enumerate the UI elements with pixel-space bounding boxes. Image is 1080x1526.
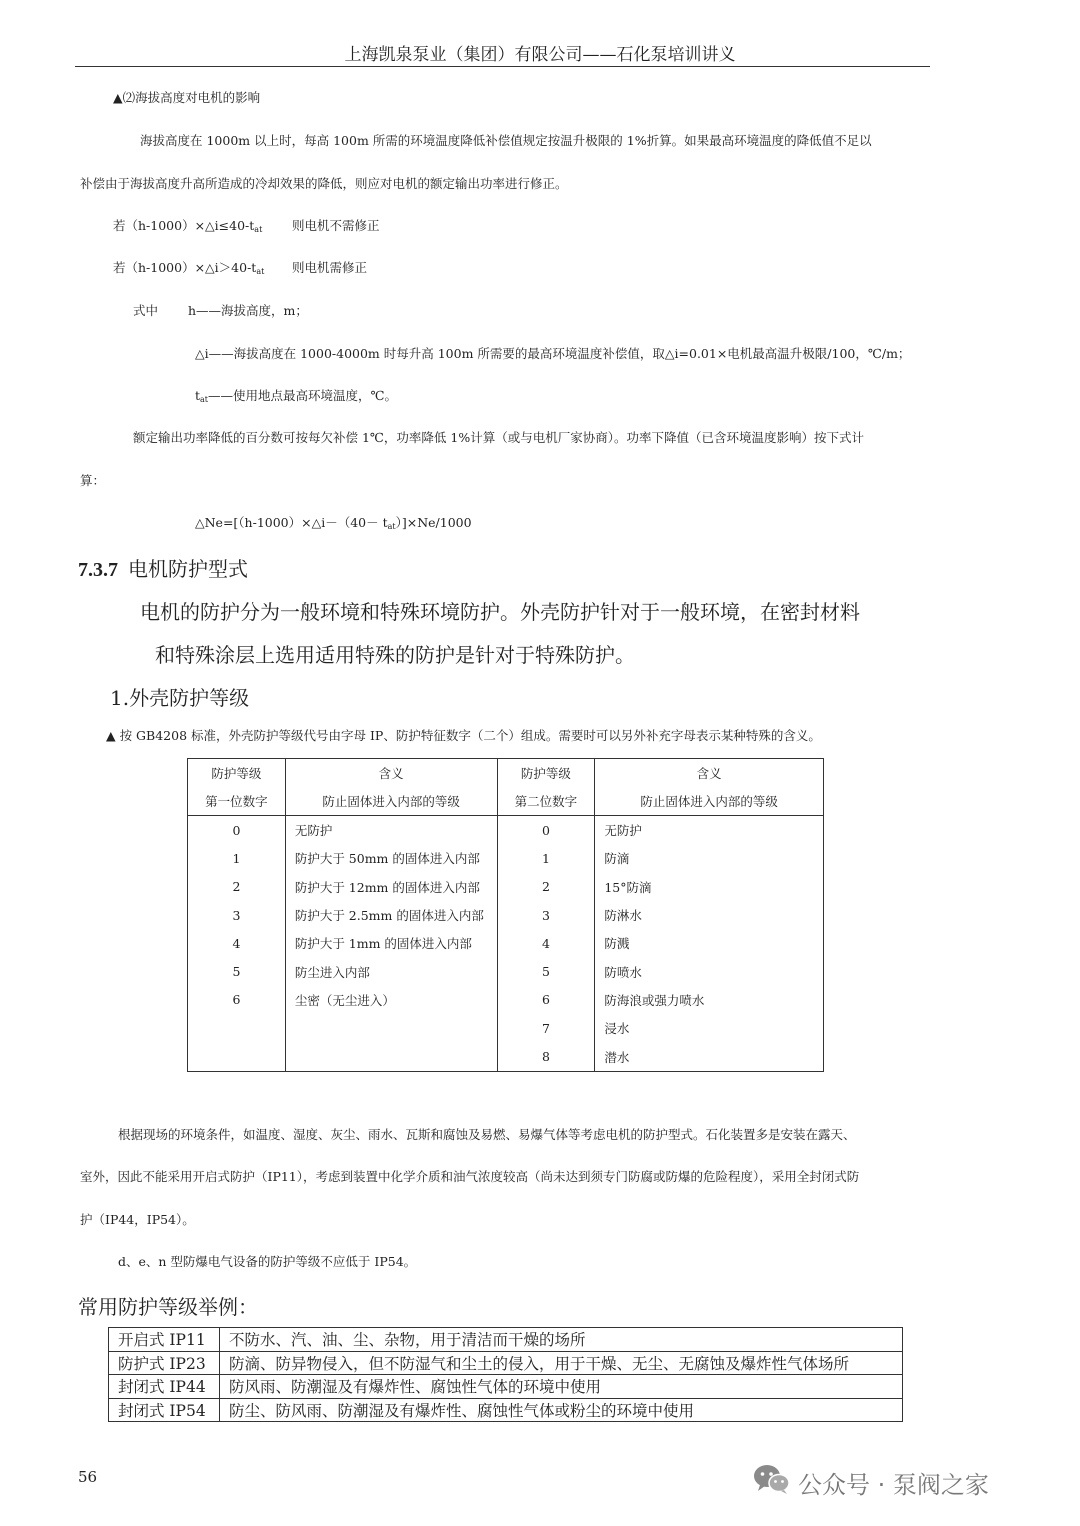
altitude-para3: 额定输出功率降低的百分数可按每欠补偿 1℃，功率降低 1%计算（或与电机厂家协商）。功率下降值（已含环境温度影响）按下式计: [133, 430, 864, 445]
ip-header-cell: 第一位数字: [188, 787, 286, 816]
section-line1: 电机的防护分为一般环境和特殊环境防护。外壳防护针对于一般环境，在密封材料: [140, 600, 860, 624]
section-line2: 和特殊涂层上选用适用特殊的防护是针对于特殊防护。: [155, 643, 635, 667]
second-digit-cell: 5: [497, 957, 595, 985]
altitude-para1: 海拔高度在 1000m 以上时，每高 100m 所需的环境温度降低补偿值规定按温升极限的 1%折算。如果最高环境温度的降低值不足以: [140, 133, 872, 148]
formula-part-a: △Ne=[（h-1000）×△i－（40－ t: [195, 515, 388, 530]
second-digit-cell: 7: [497, 1014, 595, 1042]
second-digit-cell: 4: [497, 929, 595, 957]
formula-sub: at: [387, 522, 396, 531]
second-meaning-cell: 防溅: [595, 929, 824, 957]
example-type-cell: 开启式 IP11: [109, 1328, 220, 1352]
table-row: [109, 1398, 903, 1422]
table-row: [188, 1042, 824, 1071]
first-meaning-cell: 防护大于 12mm 的固体进入内部: [285, 873, 497, 901]
definition-tat-t: t: [195, 388, 201, 403]
first-digit-cell: 1: [188, 844, 286, 872]
example-desc-cell: 不防水、汽、油、尘、杂物，用于清洁而干燥的场所: [220, 1328, 903, 1352]
table-row: [109, 1328, 903, 1352]
condition-2-sub: at: [256, 267, 265, 276]
second-digit-cell: 0: [497, 816, 595, 845]
second-digit-cell: 1: [497, 844, 595, 872]
table-row: [188, 816, 824, 845]
examples-table: [108, 1327, 903, 1422]
header-rule: [75, 66, 930, 67]
ip-table-header-row-2: [188, 787, 824, 816]
first-digit-cell: 5: [188, 957, 286, 985]
example-desc-cell: 防风雨、防潮湿及有爆炸性、腐蚀性气体的环境中使用: [220, 1375, 903, 1399]
table-row: [188, 986, 824, 1014]
example-desc-cell: 防滴、防异物侵入，但不防湿气和尘土的侵入，用于干燥、无尘、无腐蚀及爆炸性气体场所: [220, 1351, 903, 1375]
second-meaning-cell: 浸水: [595, 1014, 824, 1042]
second-meaning-cell: 防喷水: [595, 957, 824, 985]
first-meaning-cell: 防护大于 50mm 的固体进入内部: [285, 844, 497, 872]
second-meaning-cell: 防海浪或强力喷水: [595, 986, 824, 1014]
first-digit-cell: [188, 1014, 286, 1042]
second-digit-cell: 3: [497, 901, 595, 929]
condition-1: [113, 216, 262, 240]
ip-header-cell: 防护等级: [188, 759, 286, 788]
first-meaning-cell: 防护大于 1mm 的固体进入内部: [285, 929, 497, 957]
formula: [195, 513, 472, 537]
definition-tat-rest: ——使用地点最高环境温度，℃。: [208, 388, 397, 403]
where-label: 式中: [133, 303, 159, 318]
condition-2-result: 则电机需修正: [292, 260, 368, 275]
definition-tat: [195, 386, 397, 410]
first-meaning-cell: 尘密（无尘进入）: [285, 986, 497, 1014]
second-meaning-cell: 防滴: [595, 844, 824, 872]
table-row: [109, 1351, 903, 1375]
first-meaning-cell: [285, 1014, 497, 1042]
env-para2: 室外，因此不能采用开启式防护（IP11），考虑到装置中化学介质和油气浓度较高（尚未达到须专门防腐或防爆的危险程度），采用全封闭式防: [80, 1169, 860, 1184]
definition-h: h——海拔高度，m；: [188, 303, 308, 318]
first-digit-cell: 2: [188, 873, 286, 901]
table-row: [188, 901, 824, 929]
first-digit-cell: 0: [188, 816, 286, 845]
ip-header-cell: 含义: [285, 759, 497, 788]
altitude-para2: 补偿由于海拔高度升高所造成的冷却效果的降低，则应对电机的额定输出功率进行修正。: [80, 176, 568, 191]
table-row: [188, 929, 824, 957]
section-heading: [78, 553, 248, 582]
second-meaning-cell: 潜水: [595, 1042, 824, 1071]
first-digit-cell: [188, 1042, 286, 1071]
definition-tat-sub: at: [200, 395, 209, 404]
ip-header-cell: 防护等级: [497, 759, 595, 788]
table-row: [188, 1014, 824, 1042]
page-header: 上海凯泉泵业（集团）有限公司——石化泵培训讲义: [344, 45, 736, 65]
wechat-icon: [752, 1462, 792, 1500]
ip-header-cell: 防止固体进入内部的等级: [285, 787, 497, 816]
ip-header-cell: 含义: [595, 759, 824, 788]
subsection-title: 1.外壳防护等级: [110, 686, 250, 710]
env-para3: 护（IP44，IP54）。: [80, 1212, 195, 1227]
table-row: [188, 844, 824, 872]
examples-title: 常用防护等级举例：: [78, 1295, 258, 1319]
first-meaning-cell: 防尘进入内部: [285, 957, 497, 985]
example-type-cell: 封闭式 IP44: [109, 1375, 220, 1399]
gb4208-note: ▲ 按 GB4208 标准，外壳防护等级代号由字母 IP、防护特征数字（二个）组成。需要时可以另外补充字母表示某种特殊的含义。: [106, 728, 821, 743]
second-digit-cell: 6: [497, 986, 595, 1014]
altitude-para3b: 算：: [80, 473, 106, 488]
env-para1: 根据现场的环境条件，如温度、湿度、灰尘、雨水、瓦斯和腐蚀及易燃、易爆气体等考虑电机的防护型式。石化装置多是安装在露天、: [118, 1127, 856, 1142]
first-digit-cell: 3: [188, 901, 286, 929]
table-row: [188, 957, 824, 985]
first-meaning-cell: [285, 1042, 497, 1071]
second-meaning-cell: 15°防滴: [595, 873, 824, 901]
altitude-heading: ▲⑵海拔高度对电机的影响: [113, 90, 261, 105]
watermark-text: 公众号 · 泵阀之家: [798, 1471, 989, 1499]
condition-1-text: 若（h-1000）×△i≤40-t: [113, 218, 255, 233]
table-row: [109, 1375, 903, 1399]
ip-header-cell: 防止固体进入内部的等级: [595, 787, 824, 816]
table-row: [188, 873, 824, 901]
first-digit-cell: 4: [188, 929, 286, 957]
second-meaning-cell: 无防护: [595, 816, 824, 845]
definition-delta: △i——海拔高度在 1000-4000m 时每升高 100m 所需要的最高环境温度补偿值，取△i=0.01×电机最高温升极限/100，℃/m；: [195, 346, 911, 361]
condition-1-sub: at: [254, 225, 263, 234]
formula-part-b: ）]×Ne/1000: [395, 515, 472, 530]
condition-2: [113, 258, 264, 282]
example-type-cell: 防护式 IP23: [109, 1351, 220, 1375]
first-digit-cell: 6: [188, 986, 286, 1014]
second-digit-cell: 8: [497, 1042, 595, 1071]
page-number: 56: [78, 1468, 98, 1486]
section-number: 7.3.7: [78, 559, 118, 581]
second-meaning-cell: 防淋水: [595, 901, 824, 929]
ip-table-header-row-1: [188, 759, 824, 788]
env-para4: d、e、n 型防爆电气设备的防护等级不应低于 IP54。: [118, 1254, 417, 1269]
first-meaning-cell: 无防护: [285, 816, 497, 845]
section-title: 电机防护型式: [128, 557, 248, 581]
second-digit-cell: 2: [497, 873, 595, 901]
first-meaning-cell: 防护大于 2.5mm 的固体进入内部: [285, 901, 497, 929]
ip-header-cell: 第二位数字: [497, 787, 595, 816]
condition-2-text: 若（h-1000）×△i＞40-t: [113, 260, 257, 275]
example-desc-cell: 防尘、防风雨、防潮湿及有爆炸性、腐蚀性气体或粉尘的环境中使用: [220, 1398, 903, 1422]
condition-1-result: 则电机不需修正: [292, 218, 380, 233]
ip-rating-table: [187, 758, 824, 1072]
example-type-cell: 封闭式 IP54: [109, 1398, 220, 1422]
